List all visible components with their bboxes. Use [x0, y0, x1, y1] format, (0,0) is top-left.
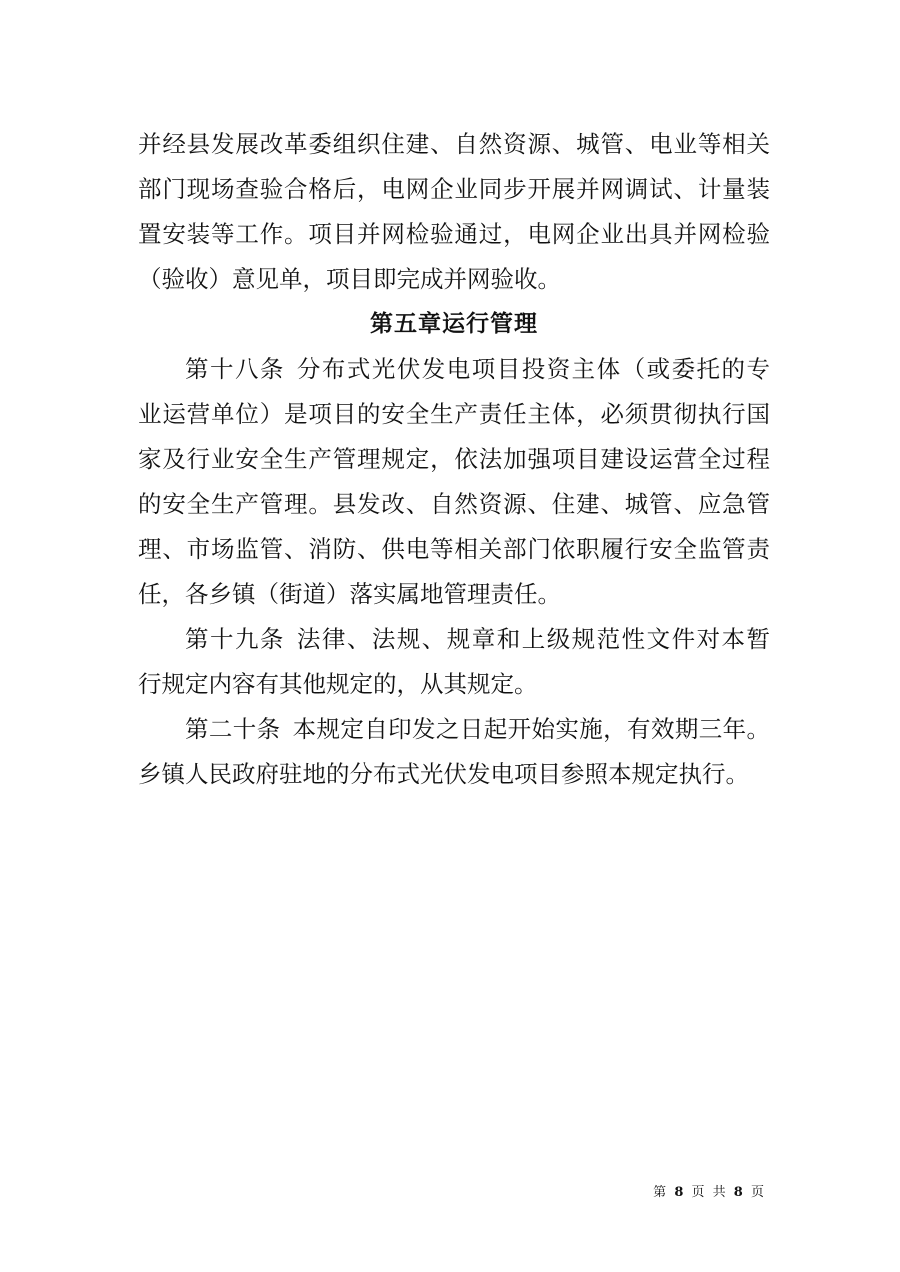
document-body — [138, 122, 770, 797]
article-19 — [138, 617, 770, 707]
article-number: 第二十条 — [185, 715, 281, 743]
article-first-line — [138, 617, 770, 662]
text-line: 理、市场监管、消防、供电等相关部门依职履行安全监管责 — [138, 535, 770, 563]
article-18 — [138, 347, 770, 617]
text-line: 家及行业安全生产管理规定，依法加强项目建设运营全过程 — [138, 445, 770, 473]
article-first-line — [138, 347, 770, 392]
page-number — [653, 1181, 766, 1200]
text-line: 业运营单位）是项目的安全生产责任主体，必须贯彻执行国 — [138, 400, 770, 428]
text-line: 置安装等工作。项目并网检验通过，电网企业出具并网检验 — [138, 220, 770, 248]
text-line: （验收）意见单，项目即完成并网验收。 — [138, 265, 561, 293]
article-first-line — [138, 707, 770, 752]
article-number: 第十九条 — [185, 625, 285, 653]
text-line: 并经县发展改革委组织住建、自然资源、城管、电业等相关 — [138, 130, 770, 158]
text-line: 本规定自印发之日起开始实施，有效期三年。 — [292, 715, 771, 743]
text-line: 行规定内容有其他规定的，从其规定。 — [138, 670, 538, 698]
text-line: 分布式光伏发电项目投资主体（或委托的专 — [296, 355, 771, 383]
page-middle: 页 共 — [691, 1185, 728, 1200]
text-line: 乡镇人民政府驻地的分布式光伏发电项目参照本规定执行。 — [138, 760, 749, 788]
page-suffix: 页 — [750, 1185, 766, 1200]
text-line: 任，各乡镇（街道）落实属地管理责任。 — [138, 580, 561, 608]
total-pages-number: 8 — [733, 1185, 745, 1200]
chapter-title: 第五章运行管理 — [370, 311, 538, 337]
text-line: 的安全生产管理。县发改、自然资源、住建、城管、应急管 — [138, 490, 770, 518]
text-line: 法律、法规、规章和上级规范性文件对本暂 — [296, 625, 771, 653]
current-page-number: 8 — [674, 1185, 686, 1200]
page-prefix: 第 — [653, 1185, 669, 1200]
article-number: 第十八条 — [185, 355, 285, 383]
text-line: 部门现场查验合格后，电网企业同步开展并网调试、计量装 — [138, 175, 770, 203]
article-20 — [138, 707, 770, 797]
continuation-paragraph — [138, 122, 770, 302]
